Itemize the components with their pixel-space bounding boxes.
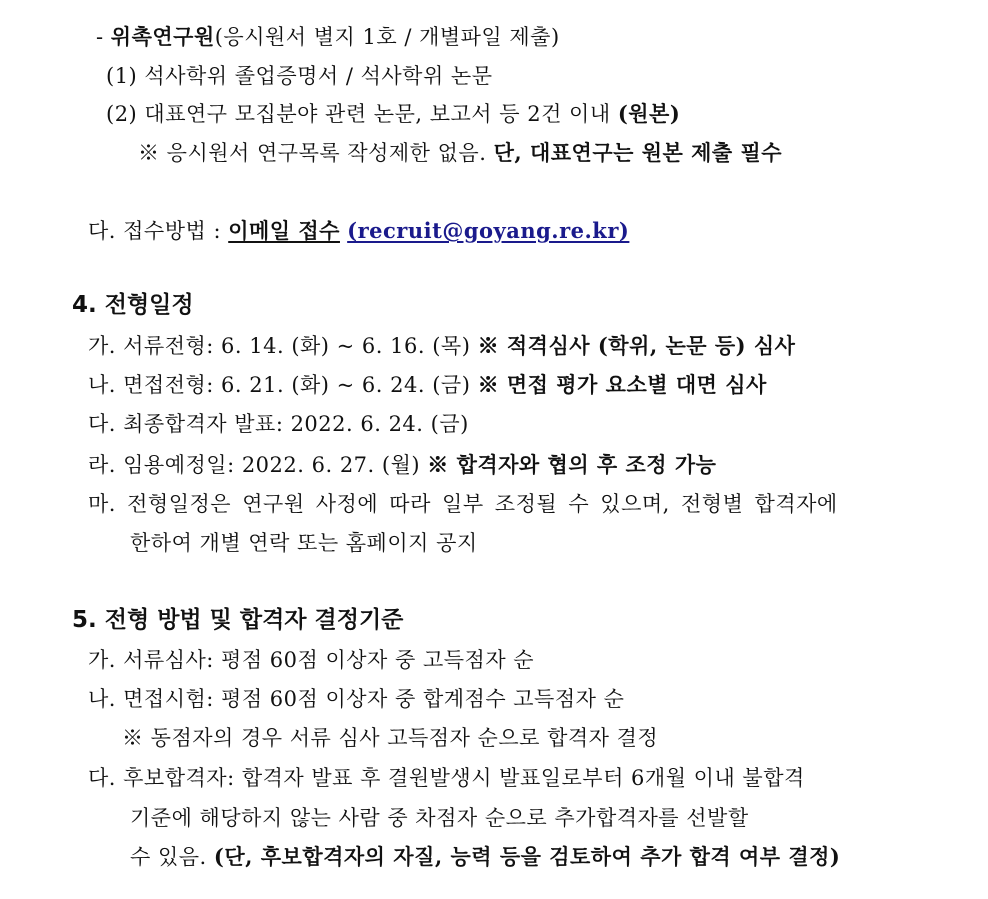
- schedule-adjust-line1: [88, 489, 918, 519]
- schedule-ma-line1: 마. 전형일정은 연구원 사정에 따라 일부 조정될 수 있으며, 전형별 합격자에: [88, 492, 838, 516]
- sub-item-2-text: (2) 대표연구 모집분야 관련 논문, 보고서 등 2건 이내: [106, 102, 611, 126]
- criteria-interview: 나. 면접시험: 평점 60점 이상자 중 합계점수 고득점자 순: [88, 687, 625, 711]
- schedule-appointment: [88, 450, 716, 480]
- section-4-heading: 4. 전형일정: [72, 292, 194, 318]
- schedule-final-announcement: 다. 최종합격자 발표: 2022. 6. 24. (금): [88, 412, 469, 436]
- criteria-tie-remark: ※ 동점자의 경우 서류 심사 고득점자 순으로 합격자 결정: [122, 726, 659, 750]
- sub-item-2: [106, 99, 680, 129]
- submit-method-line: [88, 216, 629, 246]
- criteria-reserve-line3: [130, 842, 840, 872]
- schedule-adjust-line2: 한하여 개별 연락 또는 홈페이지 공지: [130, 531, 478, 555]
- criteria-reserve-line3-text: 수 있음.: [130, 845, 207, 869]
- remark-bold: 단, 대표연구는 원본 제출 필수: [493, 140, 783, 165]
- sub-item-1: (1) 석사학위 졸업증명서 / 석사학위 논문: [106, 64, 493, 88]
- schedule-na-text: 나. 면접전형: 6. 21. (화) ~ 6. 24. (금): [88, 373, 471, 397]
- schedule-ra-note: ※ 합격자와 협의 후 조정 가능: [427, 452, 717, 477]
- researcher-item: [96, 22, 560, 52]
- schedule-ra-text: 라. 임용예정일: 2022. 6. 27. (월): [88, 453, 421, 477]
- item-title: 위촉연구원: [110, 24, 215, 49]
- criteria-reserve-line3-bold: (단, 후보합격자의 자질, 능력 등을 검토하여 추가 합격 여부 결정): [213, 844, 841, 869]
- schedule-document-screening: [88, 331, 795, 361]
- criteria-reserve-line1: 다. 후보합격자: 합격자 발표 후 결원발생시 발표일로부터 6개월 이내 불합격: [88, 766, 805, 790]
- submit-email-link[interactable]: (recruit@goyang.re.kr): [347, 218, 630, 243]
- schedule-interview: [88, 370, 767, 400]
- schedule-ga-note: ※ 적격심사 (학위, 논문 등) 심사: [477, 333, 796, 358]
- submit-label: 다. 접수방법 :: [88, 219, 222, 243]
- schedule-na-note: ※ 면접 평가 요소별 대면 심사: [477, 372, 767, 397]
- criteria-reserve-line2: 기준에 해당하지 않는 사람 중 차점자 순으로 추가합격자를 선발할: [130, 806, 749, 830]
- item-bullet: -: [96, 25, 104, 49]
- submit-method: 이메일 접수: [228, 218, 340, 243]
- item-note: (응시원서 별지 1호 / 개별파일 제출): [214, 25, 560, 49]
- schedule-ga-text: 가. 서류전형: 6. 14. (화) ~ 6. 16. (목): [88, 334, 471, 358]
- remark-line: [138, 138, 782, 168]
- criteria-document-review: 가. 서류심사: 평점 60점 이상자 중 고득점자 순: [88, 648, 535, 672]
- remark-text: ※ 응시원서 연구목록 작성제한 없음.: [138, 141, 487, 165]
- sub-item-2-bold: (원본): [617, 101, 681, 126]
- section-5-heading: 5. 전형 방법 및 합격자 결정기준: [72, 607, 404, 633]
